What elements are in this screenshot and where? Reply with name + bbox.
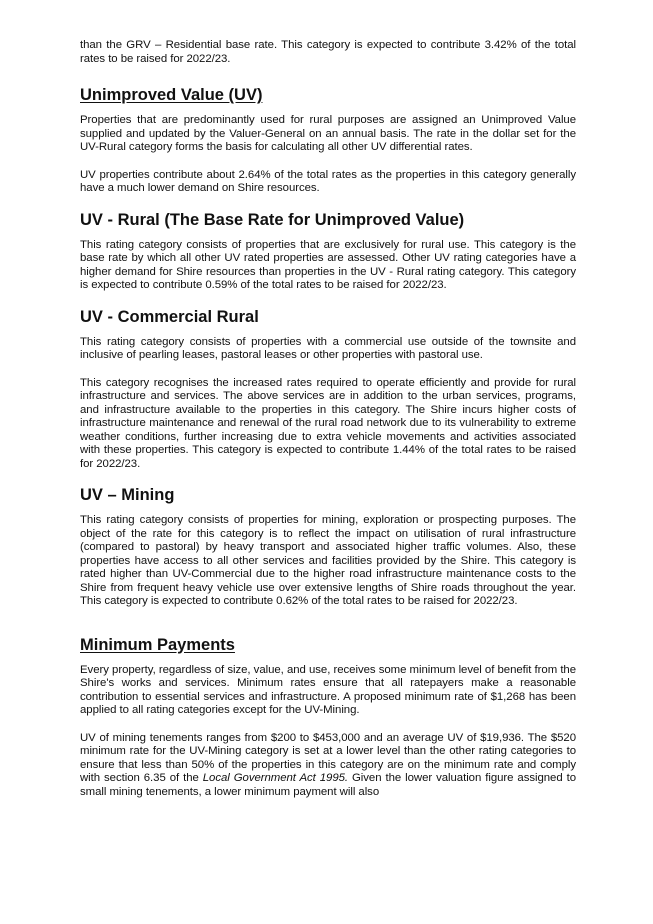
heading-uv-rural: UV - Rural (The Base Rate for Unimproved Value) (80, 210, 465, 229)
uv-commercial-rural-paragraph-2: This category recognises the increased rates required to operate efficiently and provide for rural infrastructure and services. The above services are in addition to the urban services, programs, and infrastructure available to the properties in this category. The Shire incurs higher costs of infrastructure maintenance and renewal of the rural road network due to its vulnerability to extreme weather conditions, further increasing due to extra vehicle movements and activities associated with these properties. This category is expected to contribute 1.44% of the total rates to be raised for 2022/23. (80, 376, 576, 470)
uv-paragraph-2: UV properties contribute about 2.64% of the total rates as the properties in this category generally have a much lower demand on Shire resources. (80, 168, 576, 194)
intro-paragraph-tail: than the GRV – Residential base rate. This category is expected to contribute 3.42% of the total rates to be raised for 2022/23. (80, 39, 576, 65)
act-title: Local Government Act 1995. (202, 772, 349, 784)
uv-rural-paragraph: This rating category consists of properties that are exclusively for rural use. This category is the base rate by which all other UV rated properties are assessed. Other UV rating categories have a higher demand for Shire resources than properties in the UV - Rural rating category. This category is expected to contribute 0.59% of the total rates to be raised for 2022/23. (80, 238, 576, 291)
heading-unimproved-value: Unimproved Value (UV) (80, 86, 263, 104)
uv-mining-paragraph: This rating category consists of properties for mining, exploration or prospecting purposes. The object of the rate for this category is to reflect the impact on utilisation of rural infrastructure (compared to pastoral) by heavy transport and associated higher traffic volumes. Also, these properties have access to all other services and facilities provided by the Shire. This category is rated higher than UV-Commercial due to the higher road infrastructure maintenance costs to the Shire from frequent heavy vehicle use over extensive lengths of Shire roads throughout the year. This category is expected to contribute 0.62% of the total rates to be raised for 2022/23. (80, 514, 576, 607)
document-body (80, 39, 576, 799)
minimum-payments-paragraph-1: Every property, regardless of size, value, and use, receives some minimum level of benefit from the Shire's works and services. Minimum rates ensure that all ratepayers make a reasonable contribution to essential services and infrastructure. A proposed minimum rate of $1,268 has been applied to all rating categories except for the UV-Mining. (80, 663, 576, 716)
uv-commercial-rural-paragraph-1: This rating category consists of properties with a commercial use outside of the townsite and inclusive of pearling leases, pastoral leases or other properties with pastoral use. (80, 335, 576, 361)
minimum-payments-paragraph-2 (80, 732, 576, 800)
minimum-payments-paragraph-2-text: UV of mining tenements ranges from $200 to $453,000 and an average UV of $19,936. The $520 minimum rate for the UV-Mining category is set at a lower level than the other rating categories to ensure that less than 50% of the properties in this category are on the minimum rate and comply with section 6.35 of the (80, 731, 576, 784)
heading-uv-commercial-rural: UV - Commercial Rural (80, 307, 259, 326)
heading-minimum-payments: Minimum Payments (80, 635, 235, 654)
heading-uv-mining: UV – Mining (80, 486, 175, 504)
minimum-payments-paragraph-2-continued: Given the lower valuation figure assigned to small mining tenements, a lower minimum payment will also (80, 772, 576, 798)
uv-paragraph-1: Properties that are predominantly used for rural purposes are assigned an Unimproved Value supplied and updated by the Valuer-General on an annual basis. The rate in the dollar set for the UV-Rural category forms the basis for calculating all other UV differential rates. (80, 114, 576, 153)
